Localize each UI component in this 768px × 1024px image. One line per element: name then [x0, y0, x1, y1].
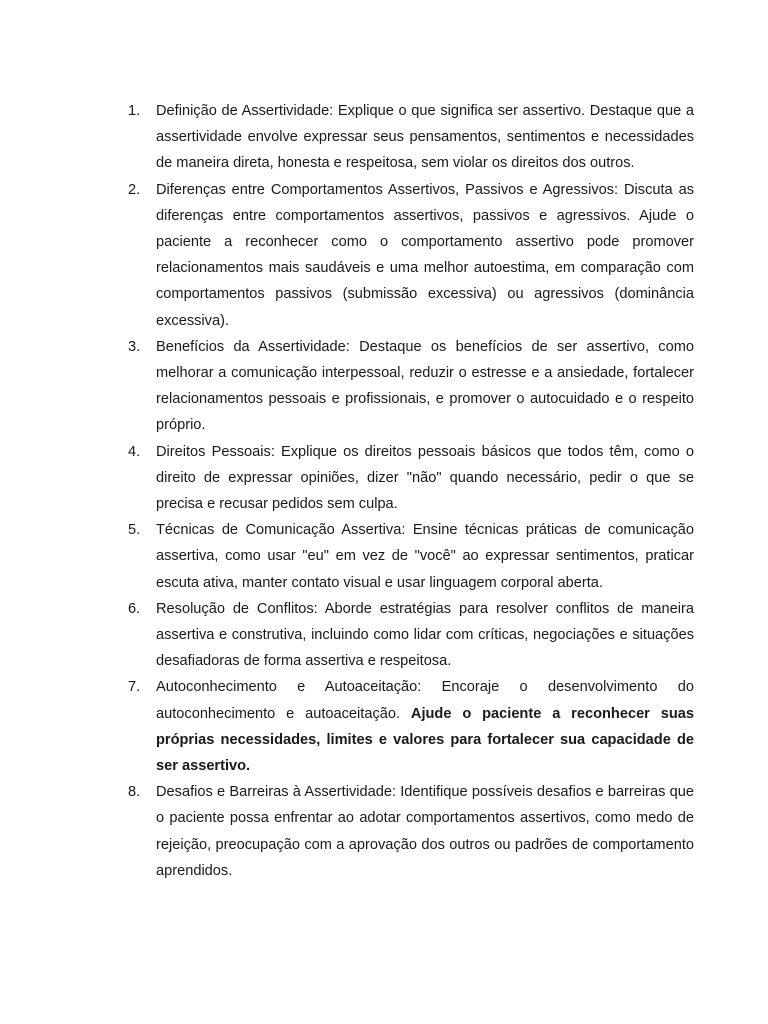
list-item-number: 7.: [128, 679, 141, 696]
list-item-text: [156, 98, 694, 177]
list-item: [128, 517, 694, 596]
list-item-number: 8.: [128, 784, 141, 801]
list-item-number: 6.: [128, 600, 141, 617]
list-item-number: 4.: [128, 443, 141, 460]
list-item-text: [156, 517, 694, 596]
list-item-number: 3.: [128, 338, 141, 355]
list-item-body: Benefícios da Assertividade: Destaque os benefícios de ser assertivo, como melhorar a comunicação interpessoal, reduzir o estresse e a ansiedade, fortalecer relacionamentos pessoais e profissionais, e promover o autocuidado e o respeito próprio.: [156, 338, 694, 434]
list-item-body: Resolução de Conflitos: Aborde estratégias para resolver conflitos de maneira assertiva e construtiva, incluindo como lidar com críticas, negociações e situações desafiadoras de forma assertiva e respeitosa.: [156, 600, 694, 670]
list-item-body: Técnicas de Comunicação Assertiva: Ensine técnicas práticas de comunicação assertiva, como usar "eu" em vez de "você" ao expressar sentimentos, praticar escuta ativa, manter contato visual e usar linguagem corporal aberta.: [156, 522, 694, 591]
numbered-list: [128, 98, 694, 884]
list-item-text: [156, 334, 694, 439]
list-item-text: [156, 177, 694, 334]
list-item-text: [156, 779, 694, 884]
list-item-body: Direitos Pessoais: Explique os direitos pessoais básicos que todos têm, como o direito de expressar opiniões, dizer "não" quando necessário, pedir o que se precisa e recusar pedidos sem culpa.: [156, 443, 694, 513]
list-item-body: Definição de Assertividade: Explique o que significa ser assertivo. Destaque que a assertividade envolve expressar seus pensamentos, sentimentos e necessidades de maneira direta, honesta e respeitosa, sem violar os direitos dos outros.: [156, 103, 694, 172]
list-item-number: 2.: [128, 181, 141, 198]
list-item: [128, 596, 694, 675]
list-item-text: [156, 596, 694, 675]
list-item-number: 5.: [128, 522, 141, 539]
list-item-body: Desafios e Barreiras à Assertividade: Identifique possíveis desafios e barreiras que o paciente possa enfrentar ao adotar comportamentos assertivos, como medo de rejeição, preocupação com a aprovação dos outros ou padrões de comportamento aprendidos.: [156, 784, 694, 879]
list-item: [128, 98, 694, 177]
list-item-number: 1.: [128, 103, 141, 119]
list-item: [128, 674, 694, 779]
list-item: [128, 334, 694, 439]
list-item: [128, 779, 694, 884]
list-item-body: Autoconhecimento e Autoaceitação: Encoraje o desenvolvimento do autoconhecimento e autoaceitação.: [156, 679, 694, 722]
list-item-bold-text: Ajude o paciente a reconhecer suas próprias necessidades, limites e valores para fortalecer sua capacidade de ser assertivo.: [156, 705, 694, 775]
list-item: [128, 439, 694, 518]
list-item: [128, 177, 694, 334]
list-item-body: Diferenças entre Comportamentos Assertivos, Passivos e Agressivos: Discuta as diferenças entre comportamentos assertivos, passivos e agressivos. Ajude o paciente a reconhecer como o comportamento assertivo pode promover relacionamentos mais saudáveis e uma melhor autoestima, em comparação com comportamentos passivos (submissão excessiva) ou agressivos (dominância excessiva).: [156, 181, 694, 329]
list-item-text: [156, 439, 694, 518]
list-item-text: [156, 674, 694, 779]
